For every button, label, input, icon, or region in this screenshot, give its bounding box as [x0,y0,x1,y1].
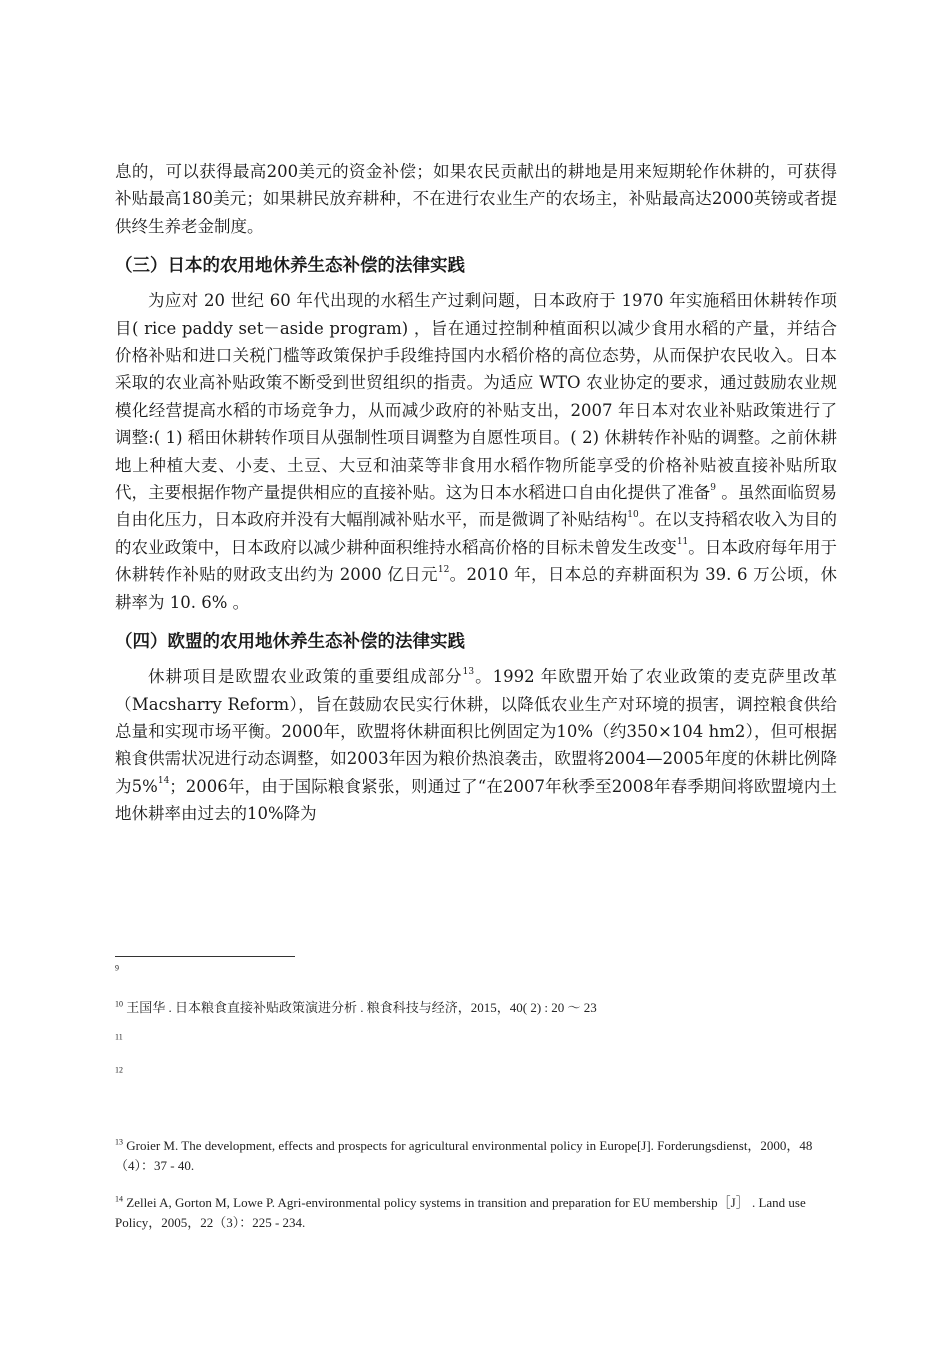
footnote-number: 9 [115,963,119,973]
section-3-text: 。虽然面临贸易自由化压力，日本政府并没有大幅削减补贴水平，而是微调了补贴结构 [115,483,838,530]
footnote-11 [115,1031,837,1051]
section-3-text: 。2010 年，日本总的弃耕面积为 39. 6 万公顷，休耕率为 10. 6% 。 [115,565,837,612]
footnote-14 [115,1193,837,1233]
section-4-text: 休耕项目是欧盟农业政策的重要组成部分 [148,667,463,687]
footnote-13 [115,1136,837,1176]
document-body [115,158,837,828]
intro-paragraph: 息的，可以获得最高200美元的资金补偿；如果农民贡献出的耕地是用来短期轮作休耕的，可获得补贴最高180美元；如果耕民放弃耕种，不在进行农业生产的农场主，补贴最高达2000英镑或者提供终生养老金制度。 [115,162,837,236]
footnote-12 [115,1064,837,1084]
section-4-text: ；2006年，由于国际粮食紧张，则通过了“在2007年秋季至2008年春季期间将欧盟境内土地休耕率由过去的10%降为 [115,776,837,824]
footnote-ref-12: 12 [437,564,450,575]
footnote-text: 王国华 . 日本粮食直接补贴政策演进分析 . 粮食科技与经济，2015，40( 2) : 20 ～ 23 [126,1000,597,1015]
footnote-number: 13 [115,1137,123,1147]
footnote-ref-11: 11 [676,537,689,548]
footnote-10 [115,998,837,1018]
section-4-heading: （四）欧盟的农用地休养生态补偿的法律实践 [115,632,465,653]
footnote-number: 11 [115,1032,123,1042]
footnote-9 [115,962,837,982]
section-3-text: 。日本政府每年用于休耕转作补贴的财政支出约为 2000 亿日元 [115,537,838,585]
footnote-ref-14: 14 [157,776,170,787]
footnote-number: 12 [115,1065,123,1075]
section-4-paragraph [115,663,837,827]
section-4-text: 。1992 年欧盟开始了农业政策的麦克萨里改革（Macsharry Reform），旨在鼓励农民实行休耕，以降低农业生产对环境的损害，调控粮食供给总量和实现市场平衡。2000年，欧盟将休耕面积比例固定为10%（约350×104 hm2），但可根据粮食供需状况进行动态调整，如2003年因为粮价热浪袭击，欧盟将2004—2005年度的休耕比例降为5% [115,667,838,796]
footnote-separator [115,956,295,957]
footnote-ref-9: 9 [710,482,717,493]
footnote-text: Zellei A, Gorton M, Lowe P. Agri-environmental policy systems in transition and preparation for EU membership［J］ . Land use Policy，2005，22（3）：225 - 234. [115,1195,806,1230]
section-3-text: 为应对 20 世纪 60 年代出现的水稻生产过剩问题，日本政府于 1970 年实施稻田休耕转作项目( rice paddy set－aside program) ，旨在通过控制种植面积以减少食用水稻的产量，并结合价格补贴和进口关税门槛等政策保护手段维持国内水稻价格的高位态势，从而保护农民收入。日本采取的农业高补贴政策不断受到世贸组织的指责。为适应 WTO 农业协定的要求，通过鼓励农业规模化经营提高水稻的市场竞争力，从而减少政府的补贴支出，2007 年日本对农业补贴政策进行了调整:( 1) 稻田休耕转作项目从强制性项目调整为自愿性项目。( 2) 休耕转作补贴的调整。之前休耕地上种植大麦、小麦、土豆、大豆和油菜等非食用水稻作物所能享受的价格补贴被直接补贴所取代，主要根据作物产量提供相应的直接补贴。这为日本水稻进口自由化提供了准备 [115,291,837,503]
footnote-text: Groier M. The development, effects and prospects for agricultural environmental policy in Europe[J]. Forderungsdienst，2000，48（4）：37 - 40. [115,1138,813,1173]
section-3-paragraph [115,287,837,616]
footnote-number: 14 [115,1194,123,1204]
footnote-ref-13: 13 [462,666,475,677]
footnote-ref-10: 10 [627,509,639,520]
section-3-heading: （三）日本的农用地休养生态补偿的法律实践 [115,256,465,277]
section-3-text: 。在以支持稻农收入为目的的农业政策中，日本政府以减少耕种面积维持水稻高价格的目标未曾发生改变 [115,510,838,557]
footnote-number: 10 [115,999,123,1009]
